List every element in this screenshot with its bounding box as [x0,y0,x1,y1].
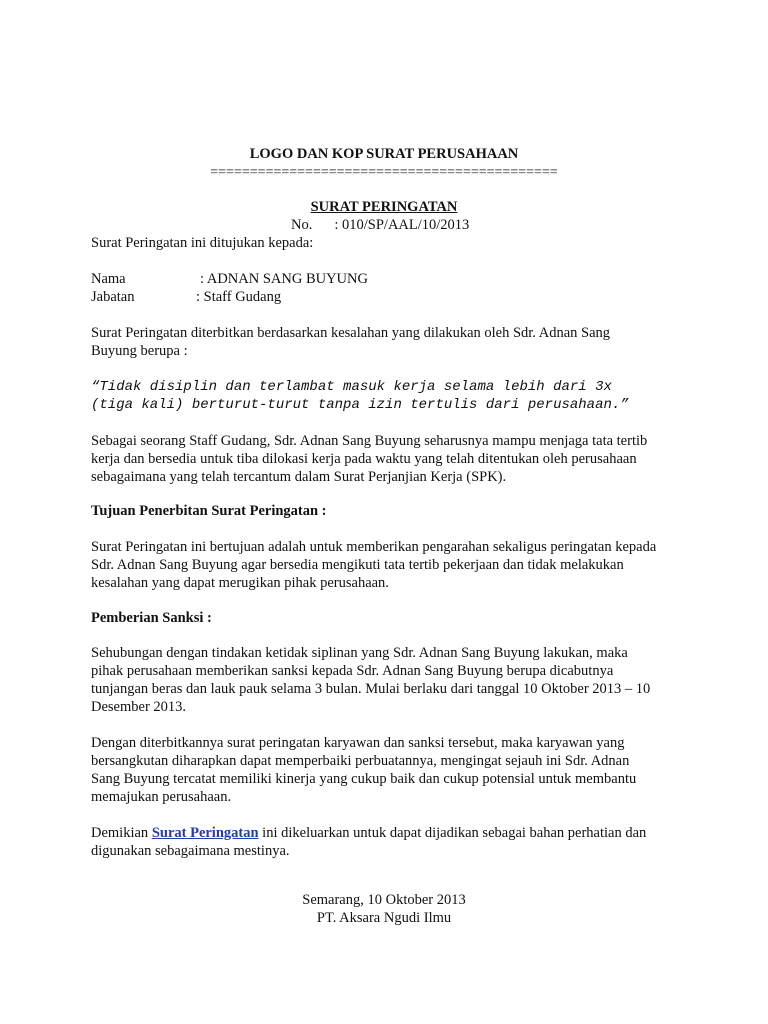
letterhead-title: LOGO DAN KOP SURAT PERUSAHAAN [249,146,519,162]
number-value: : 010/SP/AAL/10/2013 [334,217,470,233]
closing-line [91,824,646,842]
paragraph-line: Dengan diterbitkannya surat peringatan karyawan dan sanksi tersebut, maka karyawan yang [91,735,625,751]
paragraph-line: Desember 2013. [91,699,187,715]
paragraph-line: Sang Buyung tercatat memiliki kinerja yang cukup baik dan cukup potensial untuk membantu [91,771,637,787]
letter-title: SURAT PERINGATAN [310,199,458,215]
closing-line-2: digunakan sebagaimana mestinya. [91,843,290,859]
paragraph-line: sebagaimana yang telah tercantum dalam Surat Perjanjian Kerja (SPK). [91,469,507,485]
paragraph-line: Surat Peringatan ini bertujuan adalah untuk memberikan pengarahan sekaligus peringatan kepada [91,539,657,555]
paragraph-line: Surat Peringatan diterbitkan berdasarkan kesalahan yang dilakukan oleh Sdr. Adnan Sang [91,325,611,341]
position-value: : Staff Gudang [196,289,282,305]
paragraph-line: tunjangan beras dan lauk pauk selama 3 bulan. Mulai berlaku dari tanggal 10 Oktober 2013 – 10 [91,681,651,697]
paragraph-line: Buyung berupa : [91,343,188,359]
letterhead-separator: ============================================ [210,165,558,180]
quote-line: (tiga kali) berturut-turut tanpa izin tertulis dari perusahaan.” [91,397,629,413]
name-label: Nama [91,271,126,287]
quote-line: “Tidak disiplin dan terlambat masuk kerja selama lebih dari 3x [91,379,612,395]
name-value: : ADNAN SANG BUYUNG [200,271,368,287]
paragraph-line: Sebagai seorang Staff Gudang, Sdr. Adnan Sang Buyung seharusnya mampu menjaga tata tertib [91,433,648,449]
closing-before-link: Demikian [91,825,152,841]
signature-company: PT. Aksara Ngudi Ilmu [316,910,452,926]
paragraph-line: Sehubungan dengan tindakan ketidak siplinan yang Sdr. Adnan Sang Buyung lakukan, maka [91,645,628,661]
section-heading-sanction: Pemberian Sanksi : [91,610,212,626]
paragraph-line: bersangkutan diharapkan dapat memperbaiki perbuatannya, mengingat sejauh ini Sdr. Adnan [91,753,630,769]
paragraph-line: Sdr. Adnan Sang Buyung agar bersedia mengikuti tata tertib pekerjaan dan tidak melakukan [91,557,624,573]
signature-place-date: Semarang, 10 Oktober 2013 [302,892,466,908]
paragraph-line: memajukan perusahaan. [91,789,232,805]
surat-peringatan-link[interactable]: Surat Peringatan [151,825,259,841]
paragraph-line: pihak perusahaan memberikan sanksi kepada Sdr. Adnan Sang Buyung berupa dicabutnya [91,663,614,679]
section-heading-purpose: Tujuan Penerbitan Surat Peringatan : [91,503,327,519]
position-label: Jabatan [91,289,135,305]
number-label: No. [291,217,313,233]
intro-text: Surat Peringatan ini ditujukan kepada: [91,235,314,251]
closing-after-link: ini dikeluarkan untuk dapat dijadikan sebagai bahan perhatian dan [258,825,647,841]
paragraph-line: kesalahan yang dapat merugikan pihak perusahaan. [91,575,389,591]
letter-number [291,216,469,234]
paragraph-line: kerja dan bersedia untuk tiba dilokasi kerja pada waktu yang telah ditentukan oleh perusahaan [91,451,637,467]
